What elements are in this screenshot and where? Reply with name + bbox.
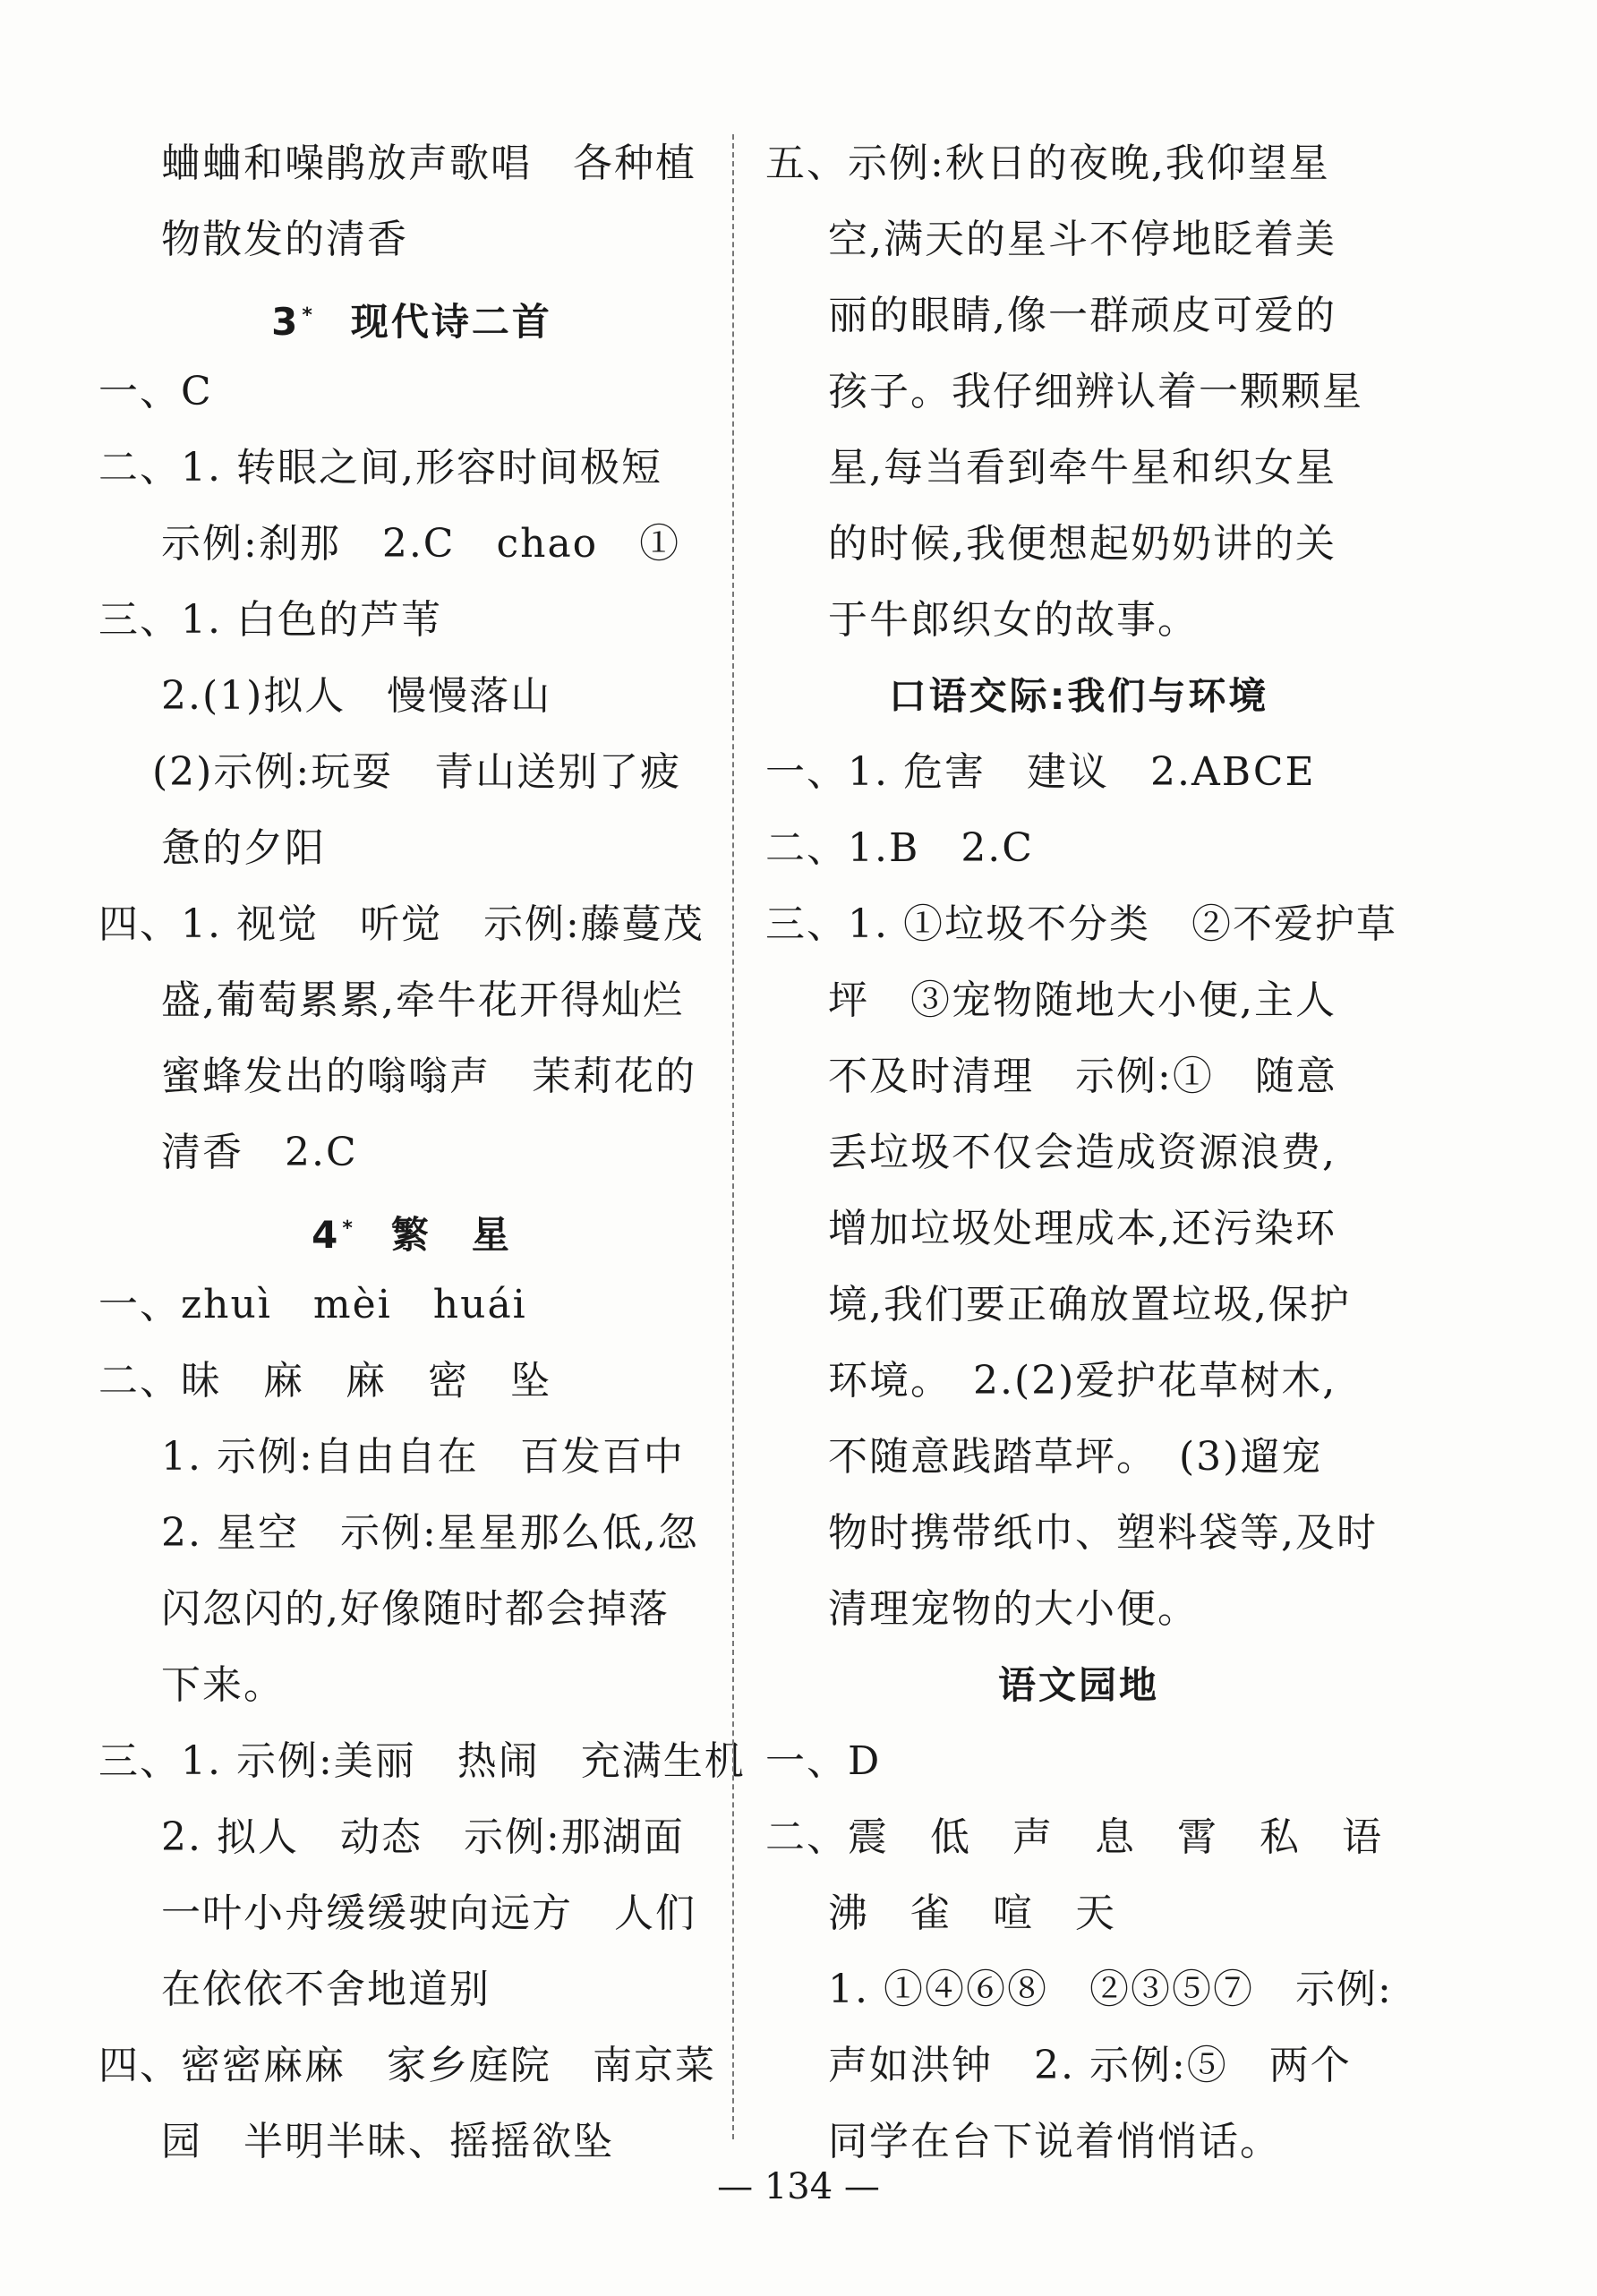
- answer-line: 二、昧 麻 麻 密 坠: [98, 1358, 551, 1404]
- answer-line: 声如洪钟 2. 示例:⑤ 两个: [828, 2043, 1352, 2088]
- answer-line: 惫的夕阳: [161, 825, 326, 871]
- section-title: [98, 1191, 725, 1267]
- answer-line: 环境。 2.(2)爱护花草树木,: [828, 1358, 1337, 1404]
- answer-line: 五、示例:秋日的夜晚,我仰望星: [765, 141, 1330, 186]
- answer-line: 一、zhuì mèi huái: [98, 1282, 527, 1327]
- answer-line: 示例:刹那 2.C chao ①: [161, 521, 681, 567]
- answer-line: 物时携带纸巾、塑料袋等,及时: [828, 1510, 1378, 1556]
- answer-line: 丽的眼睛,像一群顽皮可爱的: [828, 293, 1337, 338]
- answer-line: 不及时清理 示例:① 随意: [828, 1054, 1337, 1099]
- answer-line: 2.(1)拟人 慢慢落山: [161, 673, 552, 719]
- answer-line: 于牛郎织女的故事。: [828, 597, 1199, 643]
- answer-line: 闪忽闪的,好像随时都会掉落: [161, 1586, 670, 1632]
- answer-line: 的时候,我便想起奶奶讲的关: [828, 521, 1337, 567]
- answer-line: 二、1.B 2.C: [765, 825, 1034, 871]
- section-number: 3: [271, 300, 301, 344]
- answer-line: 三、1. ①垃圾不分类 ②不爱护草: [765, 901, 1397, 947]
- answer-line: 蜜蜂发出的嗡嗡声 茉莉花的: [161, 1054, 696, 1099]
- section-number: 4: [312, 1213, 341, 1257]
- answer-line: 四、1. 视觉 听觉 示例:藤蔓茂: [98, 901, 705, 947]
- answer-line: 坪 ③宠物随地大小便,主人: [828, 977, 1337, 1023]
- answer-line: 沸 雀 喧 天: [828, 1891, 1116, 1936]
- answer-line: 物散发的清香: [161, 217, 408, 262]
- answer-line: 清香 2.C: [161, 1130, 358, 1175]
- answer-line: 园 半明半昧、摇摇欲坠: [161, 2119, 614, 2164]
- section-title: [765, 658, 1392, 734]
- page-number: — 134 —: [717, 2166, 880, 2207]
- section-title-text: 繁 星: [390, 1213, 512, 1257]
- answer-line: 增加垃圾处理成本,还污染环: [828, 1206, 1337, 1251]
- left-column: [98, 125, 746, 2180]
- answer-line: 空,满天的星斗不停地眨着美: [828, 217, 1337, 262]
- answer-line: 境,我们要正确放置垃圾,保护: [828, 1282, 1351, 1327]
- answer-line: 1. ①④⑥⑧ ②③⑤⑦ 示例:: [828, 1967, 1393, 2012]
- answer-line: 2. 拟人 动态 示例:那湖面: [161, 1814, 685, 1860]
- section-star: *: [302, 304, 315, 327]
- answer-line: 不随意践踏草坪。 (3)遛宠: [828, 1434, 1323, 1480]
- section-star: *: [342, 1217, 355, 1240]
- column-divider: [732, 134, 734, 2139]
- right-column: [765, 125, 1397, 2180]
- answer-line: 星,每当看到牵牛星和织女星: [828, 445, 1337, 491]
- answer-line: 二、1. 转眼之间,形容时间极短: [98, 445, 662, 491]
- answer-line: (2)示例:玩耍 青山送别了疲: [152, 749, 682, 795]
- answer-line: 一、D: [765, 1738, 882, 1784]
- section-title-text: 口语交际:我们与环境: [888, 674, 1269, 718]
- answer-line: 三、1. 白色的芦苇: [98, 597, 442, 643]
- answer-line: 盛,葡萄累累,牵牛花开得灿烂: [161, 977, 684, 1023]
- answer-line: 清理宠物的大小便。: [828, 1586, 1199, 1632]
- answer-line: 四、密密麻麻 家乡庭院 南京菜: [98, 2043, 716, 2088]
- answer-line: 2. 星空 示例:星星那么低,忽: [161, 1510, 699, 1556]
- answer-line: 一、C: [98, 369, 213, 414]
- answer-line: 一叶小舟缓缓驶向远方 人们: [161, 1891, 696, 1936]
- answer-line: 在依依不舍地道别: [161, 1967, 491, 2012]
- answer-line: 下来。: [161, 1662, 285, 1708]
- section-title-text: 现代诗二首: [350, 300, 552, 344]
- answer-line: 三、1. 示例:美丽 热闹 充满生机: [98, 1738, 746, 1784]
- section-title-text: 语文园地: [997, 1663, 1159, 1707]
- answer-line: 蛐蛐和噪鹃放声歌唱 各种植: [161, 141, 696, 186]
- answer-line: 二、震 低 声 息 霄 私 语: [765, 1814, 1383, 1860]
- answer-line: 孩子。我仔细辨认着一颗颗星: [828, 369, 1363, 414]
- section-title: [765, 1647, 1392, 1723]
- answer-line: 丢垃圾不仅会造成资源浪费,: [828, 1130, 1337, 1175]
- answer-line: 1. 示例:自由自在 百发百中: [161, 1434, 685, 1480]
- section-title: [98, 277, 725, 354]
- answer-line: 同学在台下说着悄悄话。: [828, 2119, 1281, 2164]
- answer-line: 一、1. 危害 建议 2.ABCE: [765, 749, 1316, 795]
